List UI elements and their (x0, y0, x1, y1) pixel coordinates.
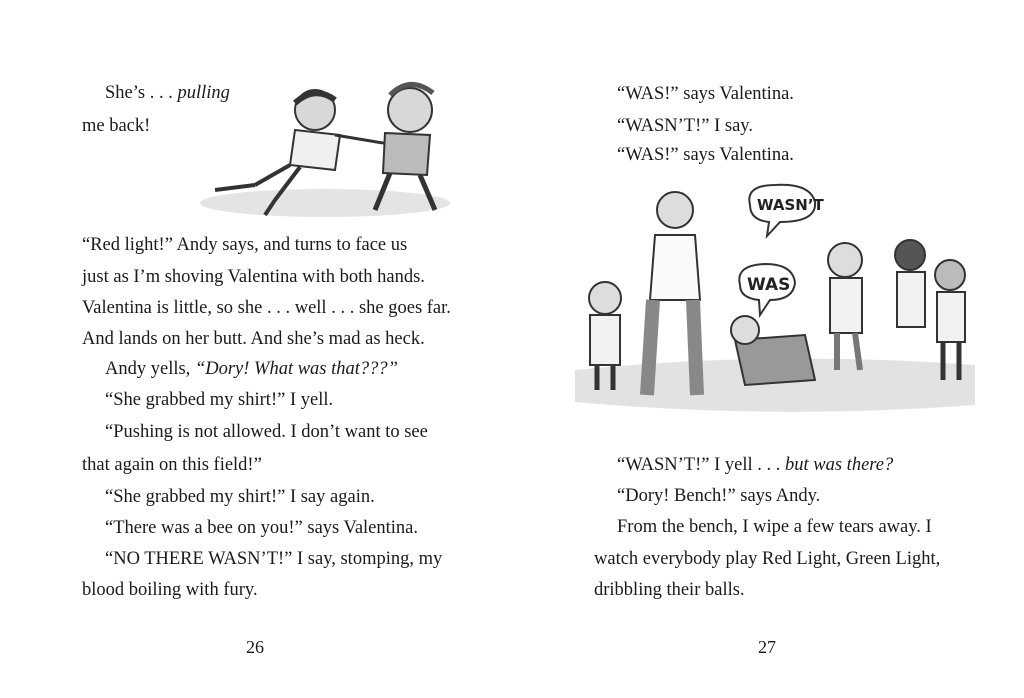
text-line: “Red light!” Andy says, and turns to face us (82, 235, 408, 255)
speech-bubble-wasnt: WASN’T (757, 196, 824, 214)
italic-text: “Dory! What was that???” (194, 359, 398, 379)
text-line: “WAS!” says Valentina. (617, 145, 794, 165)
text: Andy yells, (105, 359, 195, 379)
text-line: me back! (82, 116, 151, 136)
page-number: 27 (758, 637, 776, 657)
italic-text: but was there? (785, 455, 894, 475)
text-line: And lands on her butt. And she’s mad as heck. (82, 329, 425, 349)
text-line: From the bench, I wipe a few tears away. I (617, 517, 932, 537)
text-line: that again on this field!” (82, 455, 262, 475)
text-line: Valentina is little, so she . . . well . . . she goes far. (82, 298, 451, 318)
text-line: watch everybody play Red Light, Green Light, (594, 549, 941, 569)
text-line: “Pushing is not allowed. I don’t want to see (105, 422, 428, 442)
text-line: “WAS!” says Valentina. (617, 84, 794, 104)
speech-bubble-was: WAS (747, 275, 791, 295)
text-line (105, 357, 398, 381)
text-line: “WASN’T!” I say. (617, 116, 753, 136)
text-line: “There was a bee on you!” says Valentina. (105, 518, 419, 538)
text-line: “She grabbed my shirt!” I say again. (105, 487, 375, 507)
italic-text: pulling (177, 83, 230, 103)
page-number: 26 (246, 637, 264, 657)
text: She’s . . . (105, 83, 178, 103)
text-line: “NO THERE WASN’T!” I say, stomping, my (105, 549, 443, 569)
text: “WASN’T!” I yell . . . (617, 455, 785, 475)
text-line: “Dory! Bench!” says Andy. (617, 486, 821, 506)
text-line: “She grabbed my shirt!” I yell. (105, 390, 334, 410)
text-line (617, 453, 893, 477)
text-line: dribbling their balls. (594, 580, 745, 600)
illustration-girls-running (195, 75, 455, 225)
text-line: blood boiling with fury. (82, 580, 258, 600)
text-line: just as I’m shoving Valentina with both hands. (82, 267, 425, 287)
illustration-team-argument (575, 180, 975, 415)
